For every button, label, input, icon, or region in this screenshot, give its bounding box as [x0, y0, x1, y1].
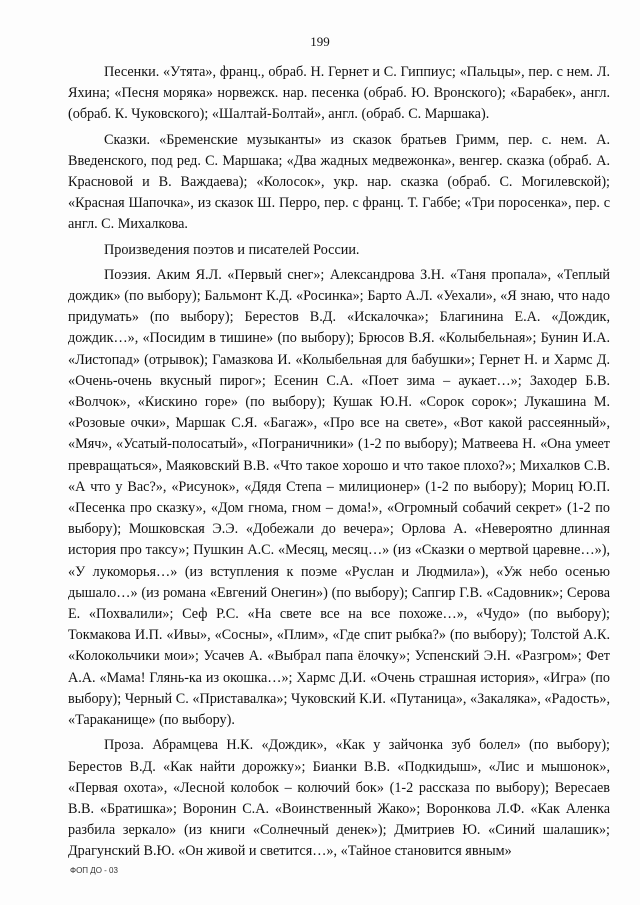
- paragraph-songs: Песенки. «Утята», франц., обраб. Н. Гернет и С. Гиппиус; «Пальцы», пер. с нем. Л. Яхина; «Песня моряка» норвежск. нар. песенка (обраб. Ю. Вронского); «Барабек», англ. (обраб. К. Чуковского); «Шалтай-Болтай», англ. (обраб. С. Маршака).: [68, 64, 610, 123]
- paragraph-tales: Сказки. «Бременские музыканты» из сказок братьев Гримм, пер. с. нем. А. Введенского, под ред. С. Маршака; «Два жадных медвежонка», венгер. сказка (обраб. А. Красновой и В. Важдаева); «Колосок», укр. нар. сказка (обраб. С. Могилевской); «Красная Шапочка», из сказок Ш. Перро, пер. с франц. Т. Габбе; «Три поросенка», пер. с англ. С. Михалкова.: [68, 131, 610, 233]
- page-number: 199: [310, 34, 330, 49]
- paragraph-prose: Проза. Абрамцева Н.К. «Дождик», «Как у зайчонка зуб болел» (по выбору); Берестов В.Д. «Как найти дорожку»; Бианки В.В. «Подкидыш», «Лис и мышонок», «Первая охота», «Лесной колобок – колючий бок» (1-2 рассказа по выбору); Вересаев В.В. «Братишка»; Воронин С.А. «Воинственный Жако»; Воронкова Л.Ф. «Как Аленка разбила зеркало» (из книги «Солнечный денек»); Дмитриев Ю. «Синий шалашик»; Драгунский В.Ю. «Он живой и светится…», «Тайное становится явным»: [68, 737, 610, 860]
- paragraph-poetry: Поэзия. Аким Я.Л. «Первый снег»; Александрова З.Н. «Таня пропала», «Теплый дождик» (по выбору); Бальмонт К.Д. «Росинка»; Барто А.Л. «Уехали», «Я знаю, что надо придумать» (по выбору); Берестов В.Д. «Искалочка»; Благинина Е.А. «Дождик, дождик…», «Посидим в тишине» (по выбору); Брюсов В.Я. «Колыбельная»; Бунин И.А. «Листопад» (отрывок); Гамазкова И. «Колыбельная для бабушки»; Гернет Н. и Хармс Д. «Очень-очень вкусный пирог»; Есенин С.А. «Поет зима – аукает…»; Заходер Б.В. «Волчок», «Кискино горе» (по выбору); Кушак Ю.Н. «Сорок сорок»; Лукашина М. «Розовые очки», Маршак С.Я. «Багаж», «Про все на свете», «Вот какой рассеянный», «Мяч», «Усатый-полосатый», «Пограничники» (1-2 по выбору); Матвеева Н. «Она умеет превращаться», Маяковский В.В. «Что такое хорошо и что такое плохо?»; Михалков С.В. «А что у Вас?», «Рисунок», «Дядя Степа – милиционер» (1-2 по выбору); Мориц Ю.П. «Песенка про сказку», «Дом гнома, гном – дома!», «Огромный собачий секрет» (1-2 по выбору); Мошковская Э.Э. «Добежали до вечера»; Орлова А. «Невероятно длинная история про таксу»; Пушкин А.С. «Месяц, месяц…» (из «Сказки о мертвой царевне…»), «У лукоморья…» (из вступления к поэме «Руслан и Людмила»), «Уж небо осенью дышало…» (из романа «Евгений Онегин») (по выбору); Сапгир Г.В. «Садовник»; Серова Е. «Похвалили»; Сеф Р.С. «На свете все на все похоже…», «Чудо» (по выбору); Токмакова И.П. «Ивы», «Сосны», «Плим», «Где спит рыбка?» (по выбору); Толстой А.К. «Колокольчики мои»; Усачев А. «Выбрал папа ёлочку»; Успенский Э.Н. «Разгром»; Фет А.А. «Мама! Глянь-ка из окошка…»; Хармс Д.И. «Очень страшная история», «Игра» (по выбору); Черный С. «Приставалка»; Чуковский К.И. «Путаница», «Закаляка», «Радость», «Тараканище» (по выбору).: [68, 266, 610, 729]
- paragraph-russian-authors-heading: Произведения поэтов и писателей России.: [104, 241, 360, 258]
- body-text: [68, 62, 610, 867]
- footer-code: ФОП ДО - 03: [70, 866, 118, 875]
